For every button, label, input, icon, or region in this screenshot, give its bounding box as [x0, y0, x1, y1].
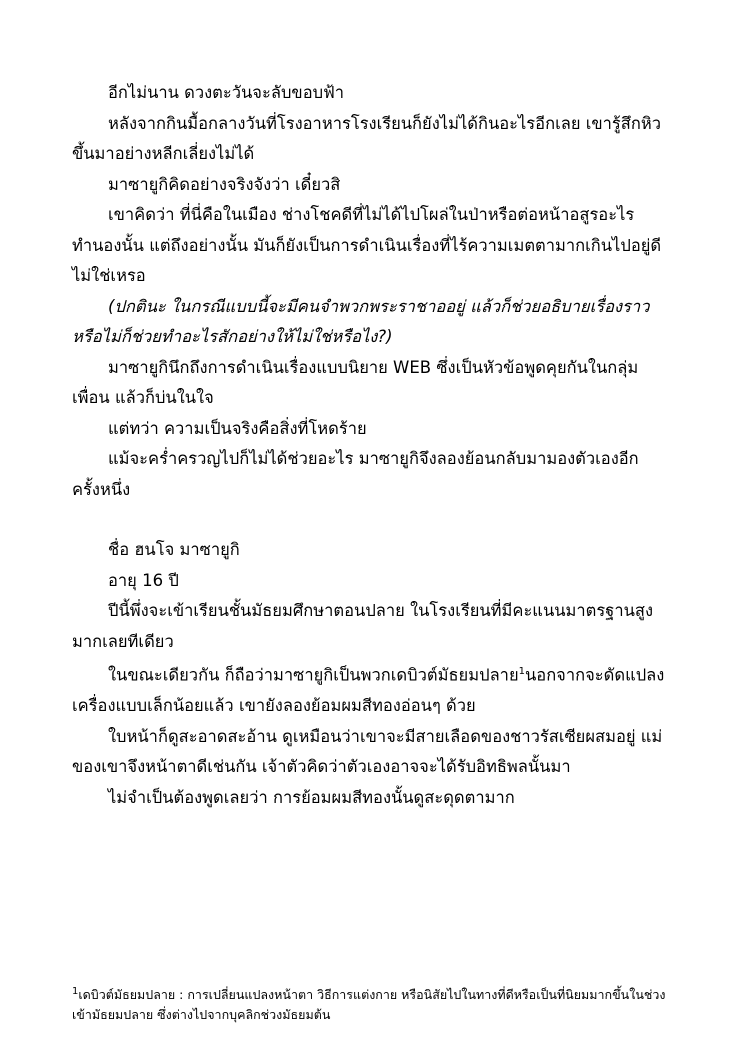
paragraph — [72, 722, 666, 783]
paragraph-text: แม้จะคร่ำครวญไปก็ไม่ได้ช่วยอะไร มาซายูกิจึงลองย้อนกลับมามองตัวเองอีกครั้งหนึ่ง — [72, 449, 639, 499]
footnote-marker: 1 — [72, 985, 79, 997]
paragraph-text: อีกไม่นาน ดวงตะวันจะลับขอบฟ้า — [108, 83, 345, 102]
paragraph — [72, 109, 666, 170]
paragraph-age — [72, 566, 666, 597]
paragraph — [72, 414, 666, 445]
paragraph-text-after-footnote: นอกจากจะดัดแปลงเครื่องแบบเล็กน้อยแล้ว เขายังลองย้อมผมสีทองอ่อนๆ ด้วย — [72, 665, 665, 715]
paragraph — [72, 200, 666, 292]
paragraph-spacer — [72, 505, 666, 535]
paragraph — [72, 596, 666, 657]
paragraph-text: เขาคิดว่า ที่นี่คือในเมือง ช่างโชคดีที่ไม่ได้ไปโผล่ในป่าหรือต่อหน้าอสูรอะไรทำนองนั้น แต่ถึงอย่างนั้น มันก็ยังเป็นการดำเนินเรื่องที่ไร้ความเมตตามากเกินไปอยู่ดีไม่ใช่เหรอ — [72, 205, 662, 285]
paragraph — [72, 783, 666, 814]
paragraph-with-footnote — [72, 657, 666, 722]
footnote-text: เดบิวต์มัธยมปลาย : การเปลี่ยนแปลงหน้าตา วิธีการแต่งกาย หรือนิสัยไปในทางที่ดีหรือเป็นที่นิยมมากขึ้นในช่วงเข้ามัธยมปลาย ซึ่งต่างไปจากบุคลิกช่วงมัธยมต้น — [72, 987, 666, 1022]
paragraph — [72, 444, 666, 505]
paragraph-text: อายุ 16 ปี — [108, 570, 179, 590]
paragraph-text: มาซายูกิคิดอย่างจริงจังว่า เดี๋ยวสิ — [108, 174, 341, 194]
paragraph-text: ไม่จำเป็นต้องพูดเลยว่า การย้อมผมสีทองนั้นดูสะดุดตามาก — [108, 787, 515, 807]
paragraph-name — [72, 535, 666, 566]
paragraph-text: มาซายูกินึกถึงการดำเนินเรื่องแบบนิยาย WEB ซึ่งเป็นหัวข้อพูดคุยกันในกลุ่มเพื่อน แล้วก็บ่นในใจ — [72, 357, 639, 407]
paragraph-text: (ปกตินะ ในกรณีแบบนี้จะมีคนจำพวกพระราชาออยู่ แล้วก็ช่วยอธิบายเรื่องราว หรือไม่ก็ช่วยทำอะไรสักอย่างให้ไม่ใช่หรือไง?) — [72, 296, 650, 346]
paragraph-text: ชื่อ ฮนโจ มาซายูกิ — [108, 540, 240, 559]
paragraph — [72, 353, 666, 414]
paragraph — [72, 78, 666, 109]
paragraph-text: ปีนี้พึ่งจะเข้าเรียนชั้นมัธยมศึกษาตอนปลาย ในโรงเรียนที่มีคะแนนมาตรฐานสูงมากเลยทีเดียว — [72, 601, 653, 651]
footnote — [72, 982, 678, 1025]
document-body — [72, 78, 666, 813]
paragraph-text-before-footnote: ในขณะเดียวกัน ก็ถือว่ามาซายูกิเป็นพวกเดบิวต์มัธยมปลาย — [108, 665, 519, 685]
paragraph-text: แต่ทว่า ความเป็นจริงคือสิ่งที่โหดร้าย — [108, 418, 367, 438]
paragraph-parenthetical — [72, 292, 666, 353]
footnote-reference-marker[interactable]: 1 — [518, 666, 525, 677]
paragraph-text: หลังจากกินมื้อกลางวันที่โรงอาหารโรงเรียนก็ยังไม่ได้กินอะไรอีกเลย เขารู้สึกหิวขึ้นมาอย่างหลีกเลี่ยงไม่ได้ — [72, 113, 661, 163]
paragraph-text: ใบหน้าก็ดูสะอาดสะอ้าน ดูเหมือนว่าเขาจะมีสายเลือดของชาวรัสเซียผสมอยู่ แม่ของเขาจึงหน้าตาดีเช่นกัน เจ้าตัวคิดว่าตัวเองอาจจะได้รับอิทธิพลนั้นมา — [72, 726, 663, 776]
paragraph — [72, 170, 666, 201]
